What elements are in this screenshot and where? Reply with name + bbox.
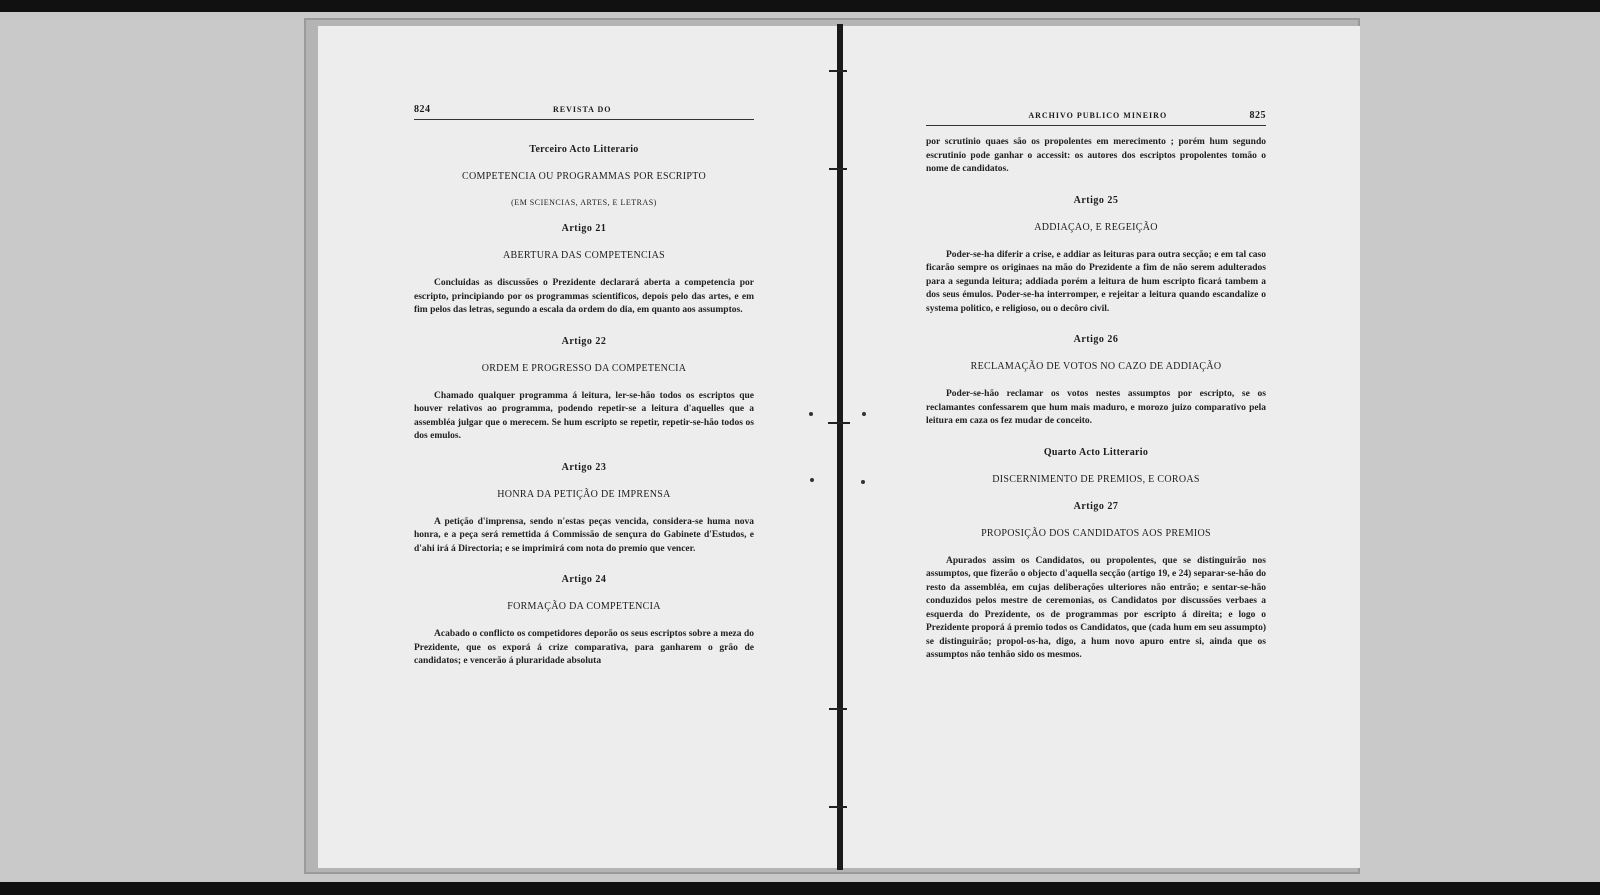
article-title: HONRA DA PETIÇÃO DE IMPRENSA — [497, 488, 671, 500]
running-title: ARCHIVO PUBLICO MINEIRO — [1028, 111, 1168, 120]
page-number: 824 — [414, 104, 431, 115]
section-subtitle: (EM SCIENCIAS, ARTES, E LETRAS) — [511, 198, 657, 207]
article-title: FORMAÇÃO DA COMPETENCIA — [507, 601, 661, 612]
binding-stitch — [828, 422, 850, 424]
article-text: Concluidas as discussões o Prezidente declarará aberta a competencia por escripto, principiando por os programmas scientificos, depois pelo das artes, e em fim pelos das letras, segundo a escala da ordem do dia, em quanto aos assumptos. — [414, 278, 754, 315]
article-title: ABERTURA DAS COMPETENCIAS — [503, 250, 665, 261]
act-title: Quarto Acto Litterario — [1043, 446, 1149, 458]
right-page — [840, 26, 1360, 868]
left-page — [318, 26, 838, 868]
binding-hole — [862, 412, 866, 416]
running-head-right — [926, 110, 1266, 126]
article-text: A petição d'imprensa, sendo n'estas peças vencida, considera-se huma nova honra, e a peça será remettida á Commissão de sençura do Gabinete d'Estudos, e d'ahi irá á Directoria; e se imprimirá com nota do premio que vencer. — [414, 516, 754, 554]
running-title: REVISTA DO — [552, 105, 612, 114]
left-page-content — [414, 104, 754, 687]
article-title: ADDIAÇAO, E REGEIÇÃO — [1034, 221, 1158, 233]
book-spine-gutter — [837, 24, 843, 870]
running-head-left — [414, 104, 754, 120]
right-page-content — [926, 110, 1266, 681]
article-heading: Artigo 24 — [561, 574, 607, 585]
article-title: PROPOSIÇÃO DOS CANDIDATOS AOS PREMIOS — [981, 527, 1211, 539]
binding-stitch — [829, 708, 847, 710]
article-title: RECLAMAÇÃO DE VOTOS NO CAZO DE ADDIAÇÃO — [970, 361, 1222, 372]
article-text: Poder-se-ha diferir a crise, e addiar as leituras para outra secção; e em tal caso ficarão sempre os originaes na mão do Prezidente a fim de não serem adulterados para a segunda leitura; addiada porém a leitura de hum escripto ficará tambem a dos seus émulos. Poder-se-ha interromper, e rejeitar a leitura quando escandalize o systema politico, e religioso, ou o decôro civil. — [926, 249, 1266, 314]
binding-stitch — [829, 70, 847, 72]
article-heading: Artigo 23 — [561, 461, 607, 473]
act-title: Terceiro Acto Litterario — [529, 144, 639, 155]
binding-hole — [861, 480, 865, 484]
section-title: COMPETENCIA OU PROGRAMMAS POR ESCRIPTO — [461, 171, 707, 182]
article-heading: Artigo 25 — [1073, 194, 1119, 206]
binding-hole — [809, 412, 813, 416]
article-heading: Artigo 22 — [561, 335, 607, 347]
article-heading: Artigo 27 — [1073, 500, 1119, 512]
binding-hole — [810, 478, 814, 482]
article-text: Acabado o conflicto os competidores deporão os seus escriptos sobre a meza do Prezidente, que os exporá á crize comparativa, para ganharem o grão de candidatos; e vencerão á pluraridade absoluta — [414, 629, 754, 666]
article-heading: Artigo 21 — [561, 223, 607, 234]
binding-stitch — [829, 806, 847, 808]
binding-stitch — [829, 168, 847, 170]
article-heading: Artigo 26 — [1073, 334, 1119, 345]
article-title: ORDEM E PROGRESSO DA COMPETENCIA — [481, 362, 687, 374]
page-number: 825 — [1249, 110, 1266, 121]
article-text: Apurados assim os Candidatos, ou propolentes, que se distinguirão nos assumptos, que fizerão o objecto d'aquella secção (artigo 19, e 24) separar-se-hão do resto da assembléa, em cujas deliberações ulteriores não entrão; e sentar-se-hão conduzidos pelos mestre de ceremonias, os Candidatos por discussões verbaes a esquerda do Prezidente, os de programmas por escripto á direita; e logo o Prezidente proporá á premio todos os Candidatos, que (cada hum em seu assumpto) se distinguirão; propol-os-ha, digo, a hum novo apuro entre si, ainda que os assumptos não tenhão sido os mesmos. — [926, 555, 1266, 660]
article-text: Poder-se-hão reclamar os votos nestes assumptos por escripto, se os reclamantes confessarem que hum mais maduro, e morozo juizo comparativo pela leitura em caza os fez mudar de conceito. — [926, 389, 1266, 426]
continuation-text: por scrutinio quaes são os propolentes em merecimento ; porém hum segundo escrutinio pode ganhar o accessit: os autores dos escriptos propolentes tomão o nome de candidatos. — [926, 137, 1266, 174]
article-text: Chamado qualquer programma á leitura, ler-se-hão todos os escriptos que houver relativos ao programma, podendo repetir-se a leitura d'aquelles que a assembléa julgar que o merecem. Se hum escripto se repetir, repetir-se-hão todos os dos emulos. — [414, 390, 754, 441]
section-title: DISCERNIMENTO DE PREMIOS, E COROAS — [992, 473, 1200, 485]
